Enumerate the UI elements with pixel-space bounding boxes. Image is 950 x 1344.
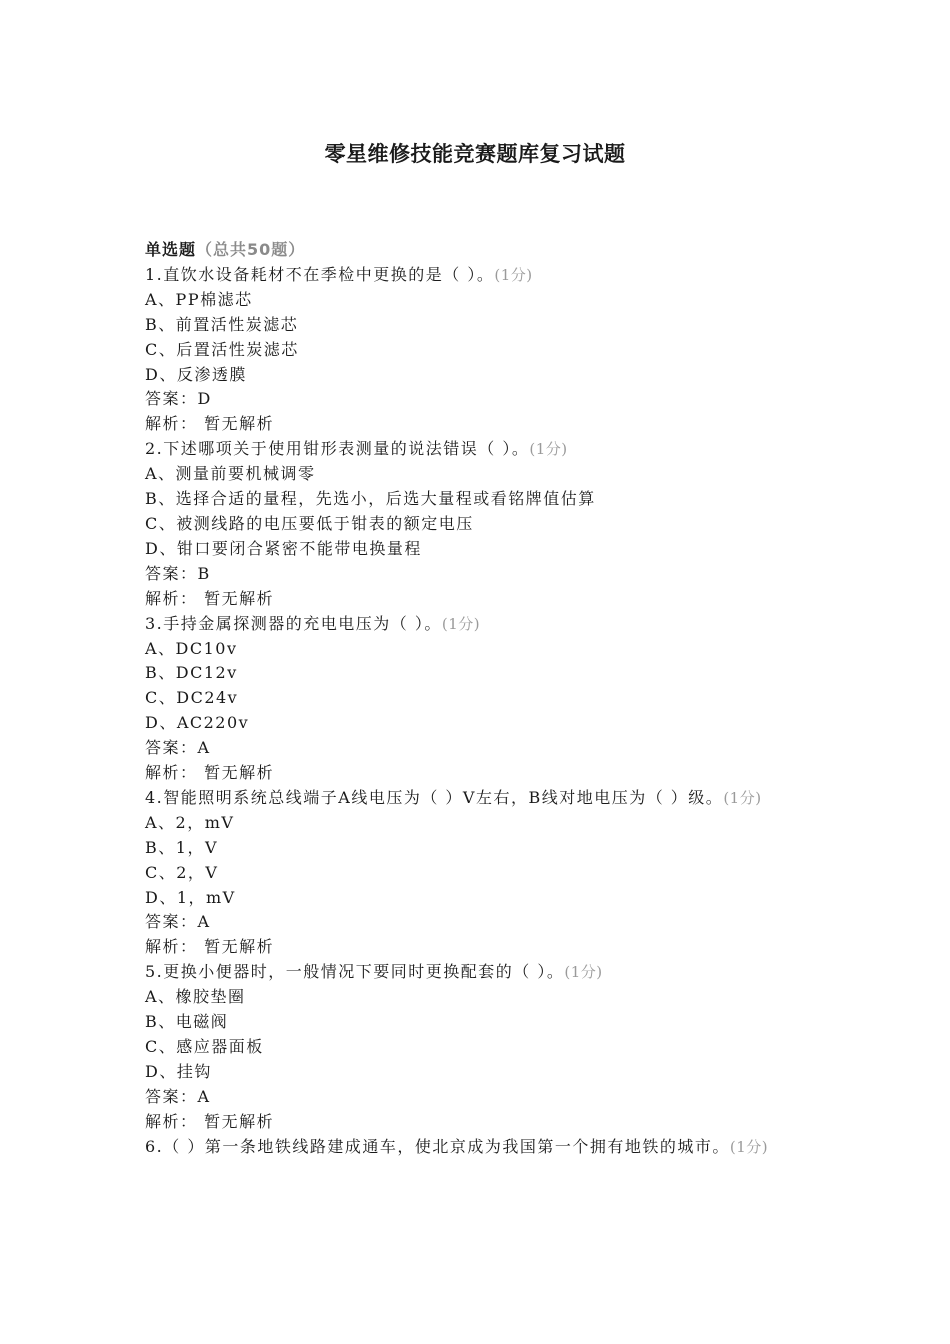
answer-value: B [197,563,211,583]
analysis-value: 暂无解析 [204,937,275,957]
option-c: C、被测线路的电压要低于钳表的额定电压 [145,513,474,533]
answer-line: 答案：B [145,563,211,583]
question-points: (1分) [494,265,533,284]
answer-line: 答案：A [145,912,211,932]
question-stem: 1.直饮水设备耗材不在季检中更换的是（ ）。(1分) [145,264,533,284]
analysis-value: 暂无解析 [204,414,275,434]
question-block [145,612,810,786]
answer-value: A [197,912,211,932]
question-points: (1分) [529,440,568,459]
option-b: B、选择合适的量程，先选小，后选大量程或看铭牌值估算 [145,489,596,509]
answer-value: D [197,389,212,409]
question-block [145,263,810,437]
option-d: D、钳口要闭合紧密不能带电换量程 [145,538,422,558]
option-c: C、感应器面板 [145,1037,264,1056]
analysis-line: 解析： 暂无解析 [145,763,275,783]
option-b: B、电磁阀 [145,1012,229,1032]
page-title: 零星维修技能竞赛题库复习试题 [324,142,626,166]
question-stem: 4.智能照明系统总线端子A线电压为（ ）V左右，B线对地电压为（ ）级。(1分) [145,787,762,807]
analysis-line: 解析： 暂无解析 [145,414,275,434]
option-a: A、DC10v [145,638,238,658]
question-stem: 6.（ ）第一条地铁线路建成通车，使北京成为我国第一个拥有地铁的城市。(1分) [145,1136,769,1156]
option-a: A、PP棉滤芯 [145,289,253,309]
question-block [145,786,810,960]
option-d: D、挂钩 [145,1061,212,1081]
option-b: B、1，V [145,837,218,857]
option-a: A、2，mV [145,812,235,832]
answer-line: 答案：D [145,389,212,409]
option-c: C、DC24v [145,688,239,708]
question-stem: 3.手持金属探测器的充电电压为（ ）。(1分) [145,613,481,633]
option-a: A、测量前要机械调零 [145,464,316,484]
question-stem: 2.下述哪项关于使用钳形表测量的说法错误（ ）。(1分) [145,439,568,459]
document-body [145,238,810,1160]
option-a: A、橡胶垫圈 [145,987,246,1007]
question-points: (1分) [564,963,603,982]
section-label: 单选题 [145,240,197,259]
analysis-value: 暂无解析 [204,588,275,608]
question-block [145,1135,810,1160]
analysis-line: 解析： 暂无解析 [145,937,275,957]
section-note: （总共50题） [196,240,306,259]
option-d: D、反渗透膜 [145,364,247,384]
option-c: C、2，V [145,862,219,882]
answer-value: A [197,1086,211,1106]
answer-line: 答案：A [145,738,211,758]
option-b: B、DC12v [145,663,238,683]
question-points: (1分) [729,1137,769,1156]
question-points: (1分) [441,614,481,633]
analysis-value: 暂无解析 [204,1111,275,1131]
analysis-line: 解析： 暂无解析 [145,588,275,608]
analysis-line: 解析： 暂无解析 [145,1111,275,1131]
question-block [145,437,810,611]
question-stem: 5.更换小便器时，一般情况下要同时更换配套的（ ）。(1分) [145,962,603,982]
question-points: (1分) [723,788,762,807]
option-c: C、后置活性炭滤芯 [145,339,299,359]
option-d: D、AC220v [145,713,250,733]
answer-line: 答案：A [145,1086,211,1106]
question-block [145,960,810,1134]
analysis-value: 暂无解析 [204,763,275,783]
option-d: D、1，mV [145,887,236,907]
answer-value: A [197,738,211,758]
option-b: B、前置活性炭滤芯 [145,314,299,334]
section-heading [145,238,810,263]
